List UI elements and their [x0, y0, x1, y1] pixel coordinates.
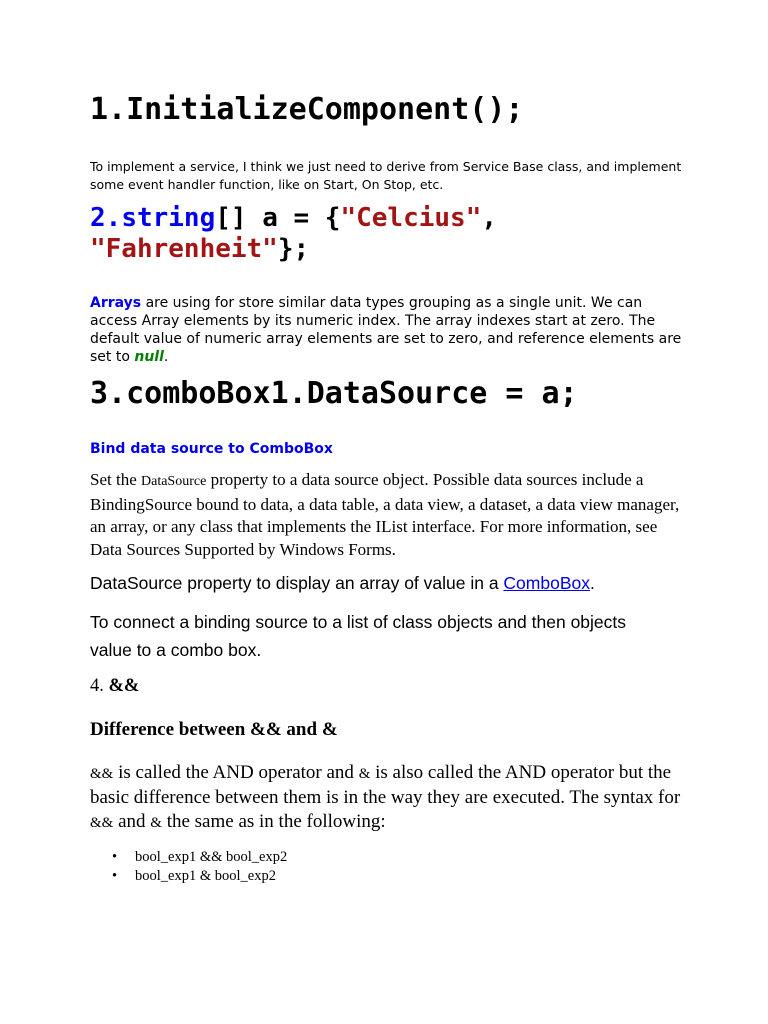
- and-text-f: and: [113, 811, 151, 832]
- syntax-list: [90, 848, 287, 886]
- list-item-text: bool_exp1 & bool_exp2: [135, 868, 276, 884]
- binding-source-paragraph: To connect a binding source to a list of class objects and then objects value to a combo box.: [90, 612, 627, 660]
- heading2-string-celcius: "Celcius": [340, 203, 482, 233]
- combobox-display-text: DataSource property to display an array of value in a: [90, 573, 504, 593]
- heading2-string-fahrenheit: "Fahrenheit": [90, 234, 278, 264]
- section-four-number: 4.: [90, 676, 109, 696]
- heading2-number: 2.: [90, 203, 122, 233]
- heading-string-array: [90, 203, 730, 265]
- arrays-body-text: are using for store similar data types grouping as a single unit. We can access Array elements by its numeric index. The array indexes start at zero. The default value of numeric array elements are set to zero, and reference elements are set to: [90, 295, 682, 365]
- heading-combobox-datasource: 3.comboBox1.DataSource = a;: [90, 376, 578, 411]
- datasource-paragraph: [90, 469, 680, 561]
- single-ampersand-2: &: [150, 815, 162, 831]
- combobox-display-end: .: [590, 573, 595, 593]
- and-text-b: is called the AND operator and: [113, 762, 359, 783]
- and-text-h: the same as in the following:: [161, 811, 386, 832]
- combobox-display-paragraph: [90, 571, 595, 595]
- arrays-paragraph: [90, 294, 690, 366]
- heading2-type-keyword: string: [121, 203, 216, 233]
- heading-bind-data-source: Bind data source to ComboBox: [90, 441, 333, 457]
- bullet-icon: •: [112, 849, 118, 865]
- section-four-operator: &&: [108, 676, 140, 696]
- heading2-comma: ,: [481, 203, 498, 233]
- double-ampersand: &&: [90, 766, 114, 782]
- and-text-d: is also called the AND operator but the basic difference between them is in the way they are executed. The syntax for: [90, 762, 681, 808]
- heading-initialize-component: 1.InitializeComponent();: [90, 92, 524, 127]
- section-four-heading: [90, 674, 139, 698]
- null-keyword: null: [134, 349, 164, 365]
- heading-difference-operators: Difference between && and &: [90, 719, 338, 740]
- bullet-icon: •: [112, 868, 118, 884]
- datasource-text-c: property to a data source object. Possible data sources include a BindingSource bound to data, a data table, a data view, a dataset, a data view manager, an array, or any class that implements the IList interface. For more information, see Data Sources Supported by Windows Forms.: [90, 470, 680, 559]
- list-item: [90, 848, 287, 867]
- heading2-closing: };: [277, 234, 310, 264]
- datasource-text-a: Set the: [90, 470, 141, 489]
- and-operator-paragraph: [90, 761, 690, 835]
- service-paragraph: To implement a service, I think we just need to derive from Service Base class, and implement some event handler function, like on Start, On Stop, etc.: [90, 159, 682, 192]
- combobox-link[interactable]: ComboBox: [503, 573, 590, 593]
- double-ampersand-2: &&: [90, 815, 114, 831]
- list-item-text: bool_exp1 && bool_exp2: [135, 849, 288, 865]
- arrays-term: Arrays: [90, 295, 142, 311]
- heading2-declaration: [] a = {: [215, 203, 341, 233]
- arrays-end-text: .: [163, 349, 169, 365]
- single-ampersand: &: [358, 766, 371, 782]
- list-item: [90, 867, 287, 886]
- datasource-term: DataSource: [141, 474, 207, 489]
